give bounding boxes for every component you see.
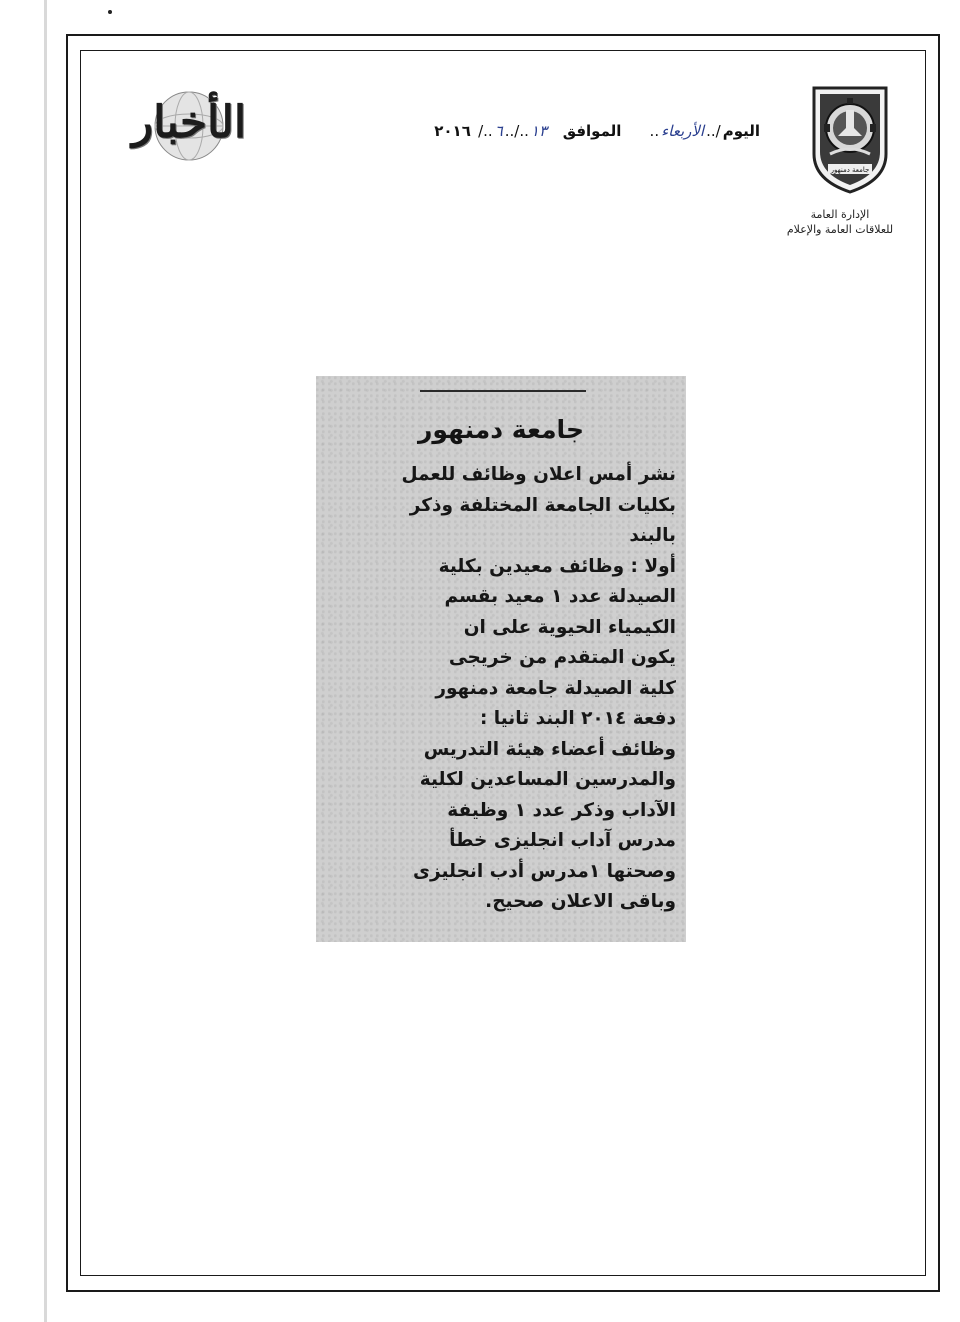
clipping-body (326, 460, 676, 918)
newspaper-clipping (316, 376, 686, 942)
clipping-line: دفعة ٢٠١٤ البند ثانيا : (479, 708, 676, 729)
department-line-2: للعلاقات العامة والإعلام (786, 223, 894, 236)
clipping-line: يكون المتقدم من خريجى (448, 647, 676, 668)
clipping-top-rule (420, 390, 586, 392)
clipping-line: والمدرسين المساعدين لكلية (419, 769, 676, 790)
clipping-line: كلية الصيدلة جامعة دمنهور (435, 677, 676, 699)
department-line-1: الإدارة العامة (810, 208, 870, 221)
clipping-headline: جامعة دمنهور (418, 415, 584, 444)
clipping-line: نشر أمس اعلان وظائف للعمل (401, 464, 676, 485)
newspaper-logo-text: الأخبار (131, 97, 247, 148)
clipping-line: بكليات الجامعة المختلفة وذكر (409, 494, 676, 516)
date-year: ٢٠١٦ (434, 122, 471, 140)
university-logo-text: جامعة دمنهور (830, 166, 870, 174)
scan-edge (44, 0, 47, 1322)
clipping-line: الآداب وذكر عدد ١ وظيفة (447, 799, 676, 821)
date-month: ٦ (494, 122, 503, 140)
date-label: الموافق (562, 122, 622, 140)
clipping-line: الصيدلة عدد ١ معيد بقسم (444, 586, 676, 607)
clipping-line: وصحتها ١مدرس أدب انجليزى (413, 860, 676, 882)
date-day: ١٣ (530, 122, 548, 140)
clipping-line: مدرس آداب انجليزى خطأ (449, 830, 676, 851)
clipping-line: وباقى الاعلان صحيح. (485, 891, 676, 912)
clipping-line: الكيمياء الحيوية على ان (463, 616, 676, 638)
university-logo-icon (808, 84, 892, 196)
day-value: الأربعاء (661, 122, 705, 140)
department-label (770, 207, 910, 237)
date-line: اليوم/..الأربعاء.. الموافق ١٣../..٦../ ٢٠١٦ (340, 116, 760, 146)
day-label: اليوم (722, 122, 760, 140)
clipping-line: أولا : وظائف معيدين بكلية (438, 555, 676, 577)
clipping-line: بالبند (629, 525, 676, 546)
scan-dot (108, 10, 112, 14)
clipping-line: وظائف أعضاء هيئة التدريس (423, 738, 676, 760)
